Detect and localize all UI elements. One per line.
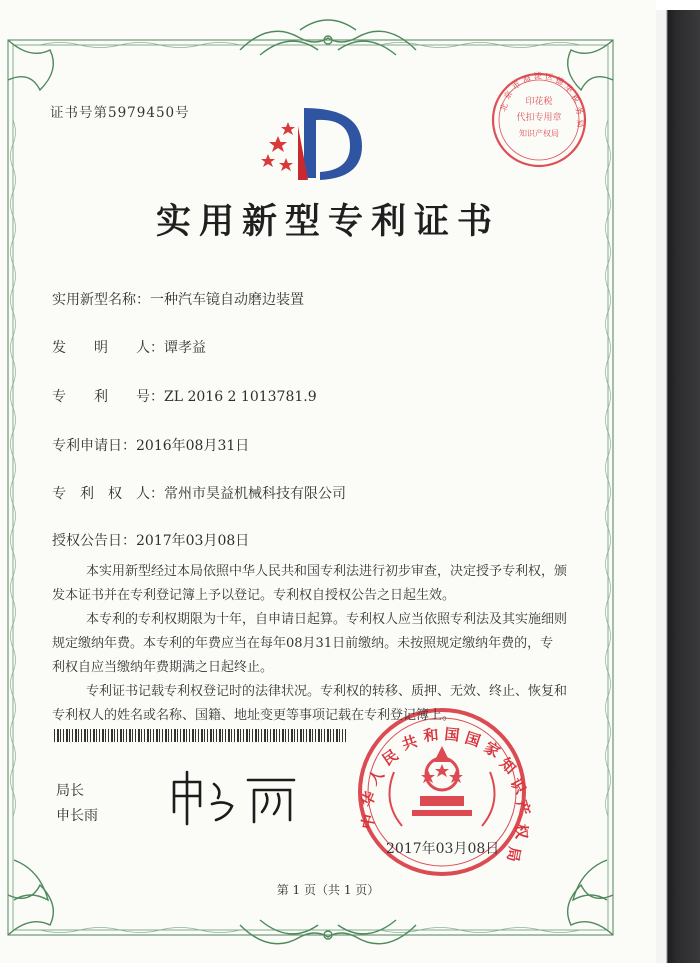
svg-text:国: 国	[443, 725, 461, 745]
field-application-date	[52, 435, 249, 455]
field-label: 专 利 号：	[52, 389, 164, 405]
svg-text:共: 共	[399, 732, 420, 754]
svg-text:知识产权局: 知识产权局	[519, 129, 559, 138]
body-line: 发本证书并在专利登记簿上予以登记。专利权自授权公告之日起生效。	[52, 588, 456, 603]
certificate-number: 证书号第5979450号	[50, 105, 190, 121]
svg-text:权: 权	[512, 823, 531, 840]
svg-text:人: 人	[364, 765, 388, 789]
svg-text:印花税: 印花税	[525, 97, 553, 107]
patent-office-logo	[261, 108, 362, 180]
field-utility-model-name	[52, 289, 304, 309]
svg-text:知: 知	[496, 754, 520, 778]
svg-text:家: 家	[480, 738, 504, 762]
field-value: 谭孝益	[164, 340, 206, 356]
svg-text:税: 税	[569, 92, 582, 105]
body-line: 专利权人的姓名或名称、国籍、地址变更等事项记载在专利登记簿上。	[52, 708, 456, 723]
svg-text:产: 产	[512, 798, 534, 818]
svg-text:京: 京	[502, 89, 515, 102]
signature-role: 局长	[56, 783, 84, 799]
field-value: 2017年03月08日	[136, 533, 250, 549]
svg-text:局: 局	[503, 845, 524, 864]
field-patent-number	[52, 386, 317, 406]
svg-text:淀: 淀	[533, 70, 543, 81]
signature-name: 申长雨	[56, 808, 98, 824]
svg-text:德: 德	[554, 75, 566, 87]
body-line: 利权自应当缴纳年费期满之日起终止。	[52, 660, 274, 675]
field-label: 专 利 权 人：	[52, 486, 164, 502]
page-footer: 第 1 页（共 1 页）	[276, 883, 380, 897]
svg-text:海: 海	[521, 73, 533, 85]
page-title: 实用新型专利证书	[155, 201, 500, 242]
field-label: 专利申请日：	[52, 438, 136, 454]
barcode	[54, 729, 346, 742]
field-value: ZL 2016 2 1013781.9	[164, 389, 317, 405]
svg-text:代扣专用章: 代扣专用章	[516, 113, 562, 123]
svg-text:华: 华	[357, 788, 380, 810]
field-value: 常州市昊益机械科技有限公司	[164, 486, 346, 502]
field-patentee	[52, 483, 346, 503]
field-inventor	[52, 337, 206, 357]
svg-text:民: 民	[378, 745, 402, 770]
svg-text:华: 华	[562, 82, 575, 95]
scan-edge-shadow	[656, 10, 700, 963]
svg-text:市: 市	[510, 79, 523, 92]
body-line: 本实用新型经过本局依照中华人民共和国专利法进行初步审查，决定授予专利权，颁	[86, 564, 568, 579]
signature-scribble	[174, 772, 294, 824]
field-grant-date	[52, 530, 249, 550]
svg-text:识: 识	[506, 775, 530, 798]
body-line: 专利证书记载专利权登记时的法律状况。专利权的转移、质押、无效、终止、恢复和	[86, 684, 568, 699]
svg-text:区: 区	[544, 72, 554, 83]
field-value: 2016年08月31日	[136, 438, 250, 454]
field-label: 实用新型名称：	[52, 292, 150, 308]
svg-text:务: 务	[573, 105, 585, 117]
body-line: 本专利的专利权期限为十年，自申请日起算。专利权人应当依照专利法及其实施细则	[86, 612, 568, 627]
field-value: 一种汽车镜自动磨边装置	[150, 292, 304, 308]
svg-text:和: 和	[422, 725, 440, 745]
svg-text:中: 中	[358, 812, 379, 831]
svg-text:局: 局	[575, 119, 586, 129]
stamp-date: 2017年03月08日	[386, 841, 500, 857]
field-label: 发 明 人：	[52, 340, 164, 356]
svg-text:国: 国	[462, 728, 483, 751]
body-line: 规定缴纳年费。本专利的年费应当在每年08月31日前缴纳。未按照规定缴纳年费的，专	[52, 636, 554, 651]
field-label: 授权公告日：	[52, 533, 136, 549]
svg-text:北: 北	[498, 102, 510, 113]
